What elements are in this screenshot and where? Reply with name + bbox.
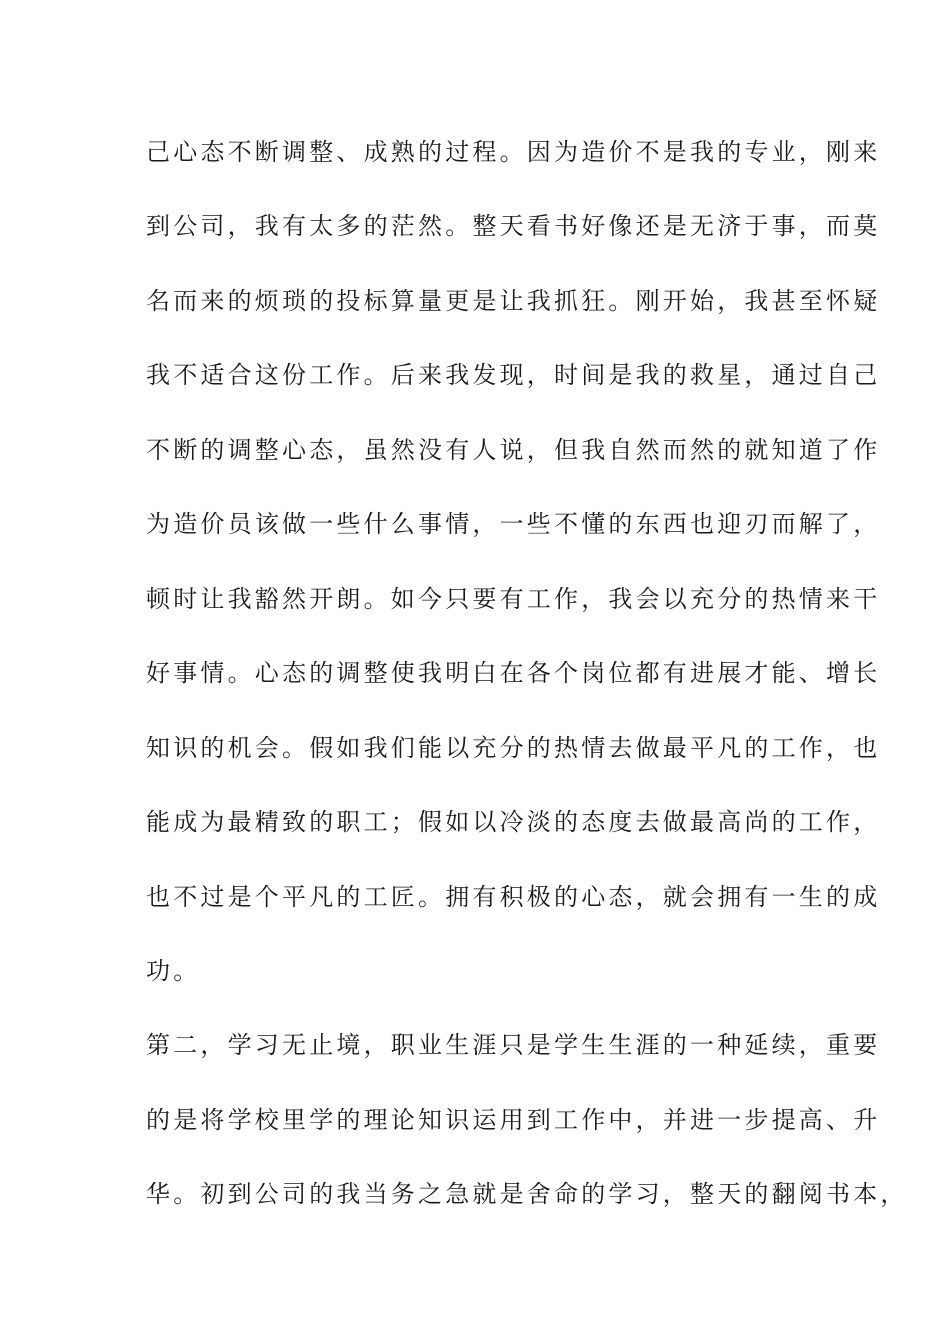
text-line: 好事情。心态的调整使我明白在各个岗位都有进展才能、增长 xyxy=(146,659,881,687)
text-line: 华。初到公司的我当务之急就是舍命的学习，整天的翻阅书本， xyxy=(146,1180,908,1208)
text-line: 顿时让我豁然开朗。如今只要有工作，我会以充分的热情来干 xyxy=(146,585,881,613)
text-line: 知识的机会。假如我们能以充分的热情去做最平凡的工作，也 xyxy=(146,734,881,762)
text-line: 也不过是个平凡的工匠。拥有积极的心态，就会拥有一生的成 xyxy=(146,883,881,911)
text-line: 不断的调整心态，虽然没有人说，但我自然而然的就知道了作 xyxy=(146,436,881,464)
text-line: 为造价员该做一些什么事情，一些不懂的东西也迎刃而解了， xyxy=(146,510,881,538)
text-line: 的是将学校里学的理论知识运用到工作中，并进一步提高、升 xyxy=(146,1106,881,1134)
text-line: 能成为最精致的职工；假如以冷淡的态度去做最高尚的工作， xyxy=(146,808,881,836)
text-line: 功。 xyxy=(146,957,201,985)
text-line: 我不适合这份工作。后来我发现，时间是我的救星，通过自己 xyxy=(146,361,881,389)
text-line: 名而来的烦琐的投标算量更是让我抓狂。刚开始，我甚至怀疑 xyxy=(146,287,881,315)
text-line: 到公司，我有太多的茫然。整天看书好像还是无济于事，而莫 xyxy=(146,212,881,240)
paragraph-start-line: 第二，学习无止境，职业生涯只是学生生涯的一种延续，重要 xyxy=(146,1031,881,1059)
text-line: 己心态不断调整、成熟的过程。因为造价不是我的专业，刚来 xyxy=(146,138,881,166)
